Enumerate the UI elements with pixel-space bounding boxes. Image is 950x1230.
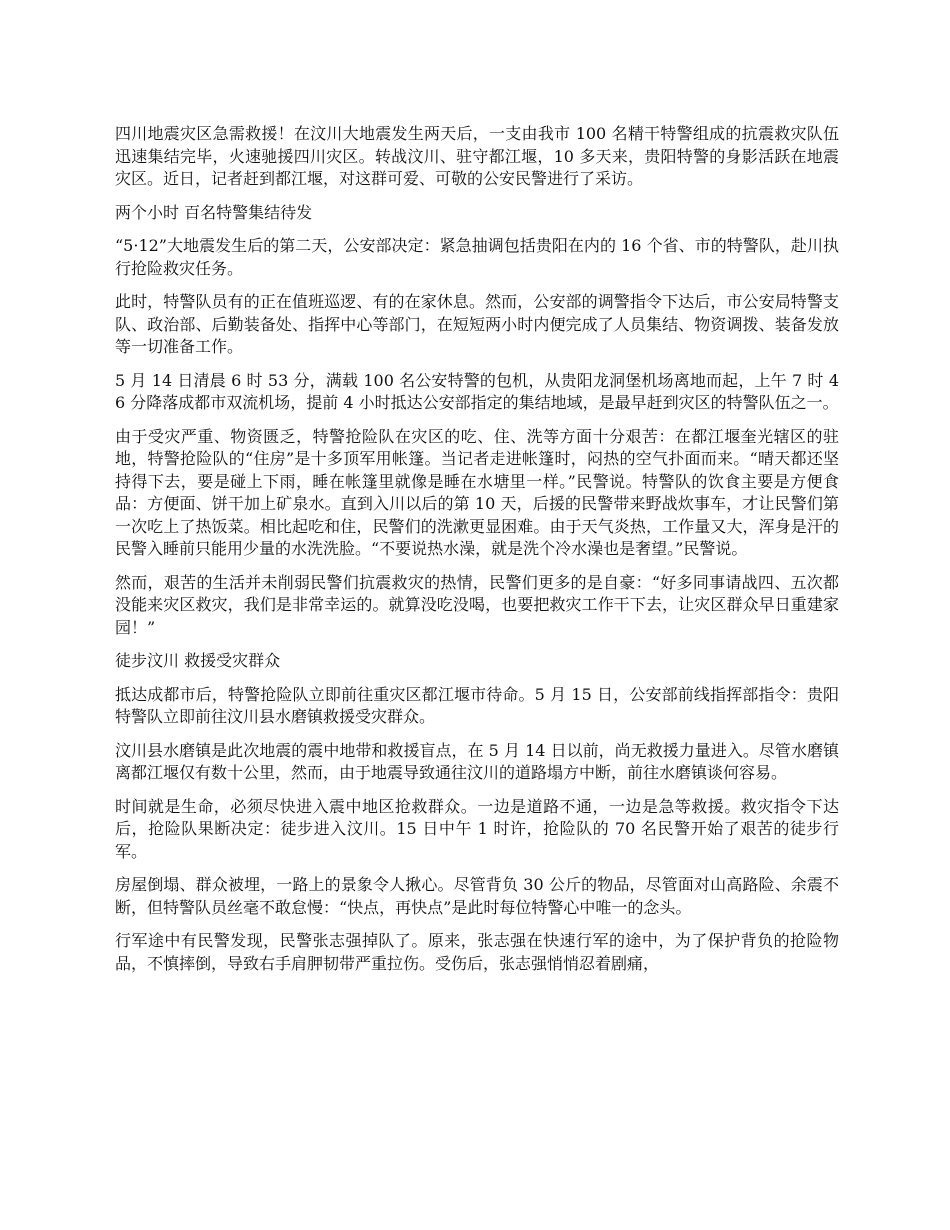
paragraph: 房屋倒塌、群众被埋，一路上的景象令人揪心。尽管背负 30 公斤的物品，尽管面对山高路险、余震不断，但特警队员丝毫不敢怠慢：“快点，再快点”是此时每位特警心中唯一的念头。 <box>115 875 839 917</box>
paragraph: 行军途中有民警发现，民警张志强掉队了。原来，张志强在快速行军的途中，为了保护背负的抢险物品，不慎摔倒，导致右手肩胛韧带严重拉伤。受伤后，张志强悄悄忍着剧痛， <box>115 931 839 973</box>
paragraph: 时间就是生命，必须尽快进入震中地区抢救群众。一边是道路不通，一边是急等救援。救灾指令下达后，抢险队果断决定：徒步进入汶川。15 日中午 1 时许，抢险队的 70 名民警开始了艰苦的徒步行军。 <box>115 796 839 861</box>
article-body <box>115 123 839 986</box>
paragraph: 此时，特警队员有的正在值班巡逻、有的在家休息。然而，公安部的调警指令下达后，市公安局特警支队、政治部、后勤装备处、指挥中心等部门，在短短两小时内便完成了人员集结、物资调拨、装备发放等一切准备工作。 <box>115 292 839 356</box>
section-heading-2: 徒步汶川 救援受灾群众 <box>115 651 281 670</box>
paragraph-intro: 四川地震灾区急需救援！在汶川大地震发生两天后，一支由我市 100 名精干特警组成的抗震救灾队伍迅速集结完毕，火速驰援四川灾区。转战汶川、驻守都江堰，10 多天来，贵阳特警的身影活跃在地震灾区。近日，记者赶到都江堰，对这群可爱、可敬的公安民警进行了采访。 <box>115 124 839 188</box>
paragraph: 然而，艰苦的生活并未削弱民警们抗震救灾的热情，民警们更多的是自豪：“好多同事请战四、五次都没能来灾区救灾，我们是非常幸运的。就算没吃没喝，也要把救灾工作干下去，让灾区群众早日重建家园！” <box>115 572 839 637</box>
section-heading-1: 两个小时 百名特警集结待发 <box>115 202 313 222</box>
paragraph: 5 月 14 日清晨 6 时 53 分，满载 100 名公安特警的包机，从贵阳龙洞堡机场离地而起，上午 7 时 46 分降落成都市双流机场，提前 4 小时抵达公安部指定的集结地域，是最早赶到灾区的特警队伍之一。 <box>115 370 839 412</box>
paragraph: 由于受灾严重、物资匮乏，特警抢险队在灾区的吃、住、洗等方面十分艰苦：在都江堰奎光辖区的驻地，特警抢险队的“住房”是十多顶军用帐篷。当记者走进帐篷时，闷热的空气扑面而来。“晴天都还坚持得下去，要是碰上下雨，睡在帐篷里就像是睡在水塘里一样。”民警说。特警队的饮食主要是方便食品：方便面、饼干加上矿泉水。直到入川以后的第 10 天，后援的民警带来野战炊事车，才让民警们第一次吃上了热饭菜。相比起吃和住，民警们的洗漱更显困难。由于天气炎热，工作量又大，浑身是汗的民警入睡前只能用少量的水洗洗脸。“不要说热水澡，就是洗个冷水澡也是奢望。”民警说。 <box>115 426 839 558</box>
paragraph: “5·12”大地震发生后的第二天，公安部决定：紧急抽调包括贵阳在内的 16 个省、市的特警队，赴川执行抢险救灾任务。 <box>115 236 839 278</box>
paragraph: 抵达成都市后，特警抢险队立即前往重灾区都江堰市待命。5 月 15 日，公安部前线指挥部指令：贵阳特警队立即前往汶川县水磨镇救援受灾群众。 <box>115 684 839 726</box>
paragraph: 汶川县水磨镇是此次地震的震中地带和救援盲点，在 5 月 14 日以前，尚无救援力量进入。尽管水磨镇离都江堰仅有数十公里，然而，由于地震导致通往汶川的道路塌方中断，前往水磨镇谈何容易。 <box>115 740 839 782</box>
